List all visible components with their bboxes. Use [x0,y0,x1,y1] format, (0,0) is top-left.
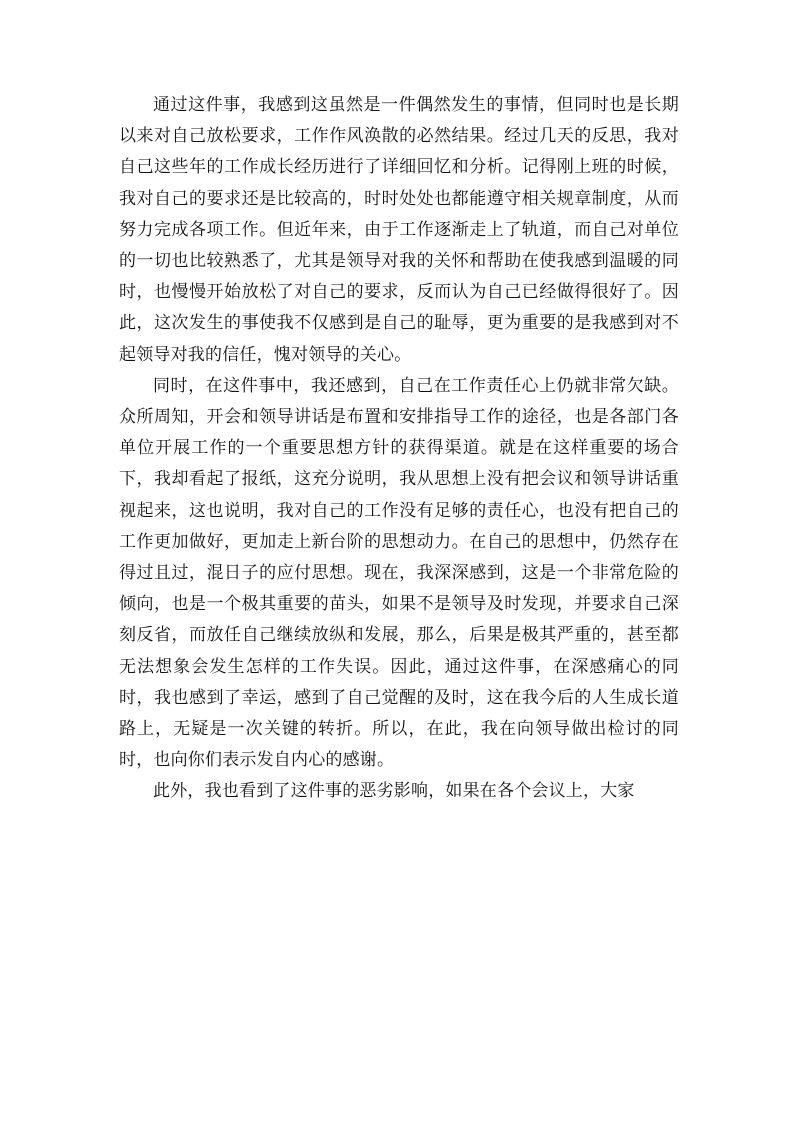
paragraph-1: 通过这件事，我感到这虽然是一件偶然发生的事情，但同时也是长期以来对自己放松要求，工作作风涣散的必然结果。经过几天的反思，我对自己这些年的工作成长经历进行了详细回忆和分析。记得刚上班的时候，我对自己的要求还是比较高的，时时处处也都能遵守相关规章制度，从而努力完成各项工作。但近年来，由于工作逐渐走上了轨道，而自己对单位的一切也比较熟悉了，尤其是领导对我的关怀和帮助在使我感到温暖的同时，也慢慢开始放松了对自己的要求，反而认为自己已经做得很好了。因此，这次发生的事使我不仅感到是自己的耻辱，更为重要的是我感到对不起领导对我的信任，愧对领导的关心。 [119,95,679,365]
document-body [119,90,679,808]
paragraph-2: 同时，在这件事中，我还感到，自己在工作责任心上仍就非常欠缺。众所周知，开会和领导讲话是布置和安排指导工作的途径，也是各部门各单位开展工作的一个重要思想方针的获得渠道。就是在这样重要的场合下，我却看起了报纸，这充分说明，我从思想上没有把会议和领导讲话重视起来，这也说明，我对自己的工作没有足够的责任心，也没有把自己的工作更加做好，更加走上新台阶的思想动力。在自己的思想中，仍然存在得过且过，混日子的应付思想。现在，我深深感到，这是一个非常危险的倾向，也是一个极其重要的苗头，如果不是领导及时发现，并要求自己深刻反省，而放任自己继续放纵和发展，那么，后果是极其严重的，甚至都无法想象会发生怎样的工作失误。因此，通过这件事，在深感痛心的同时，我也感到了幸运，感到了自己觉醒的及时，这在我今后的人生成长道路上，无疑是一次关键的转折。所以，在此，我在向领导做出检讨的同时，也向你们表示发自内心的感谢。 [119,375,679,771]
paragraph-3: 此外，我也看到了这件事的恶劣影响，如果在各个会议上，大家 [153,781,635,802]
